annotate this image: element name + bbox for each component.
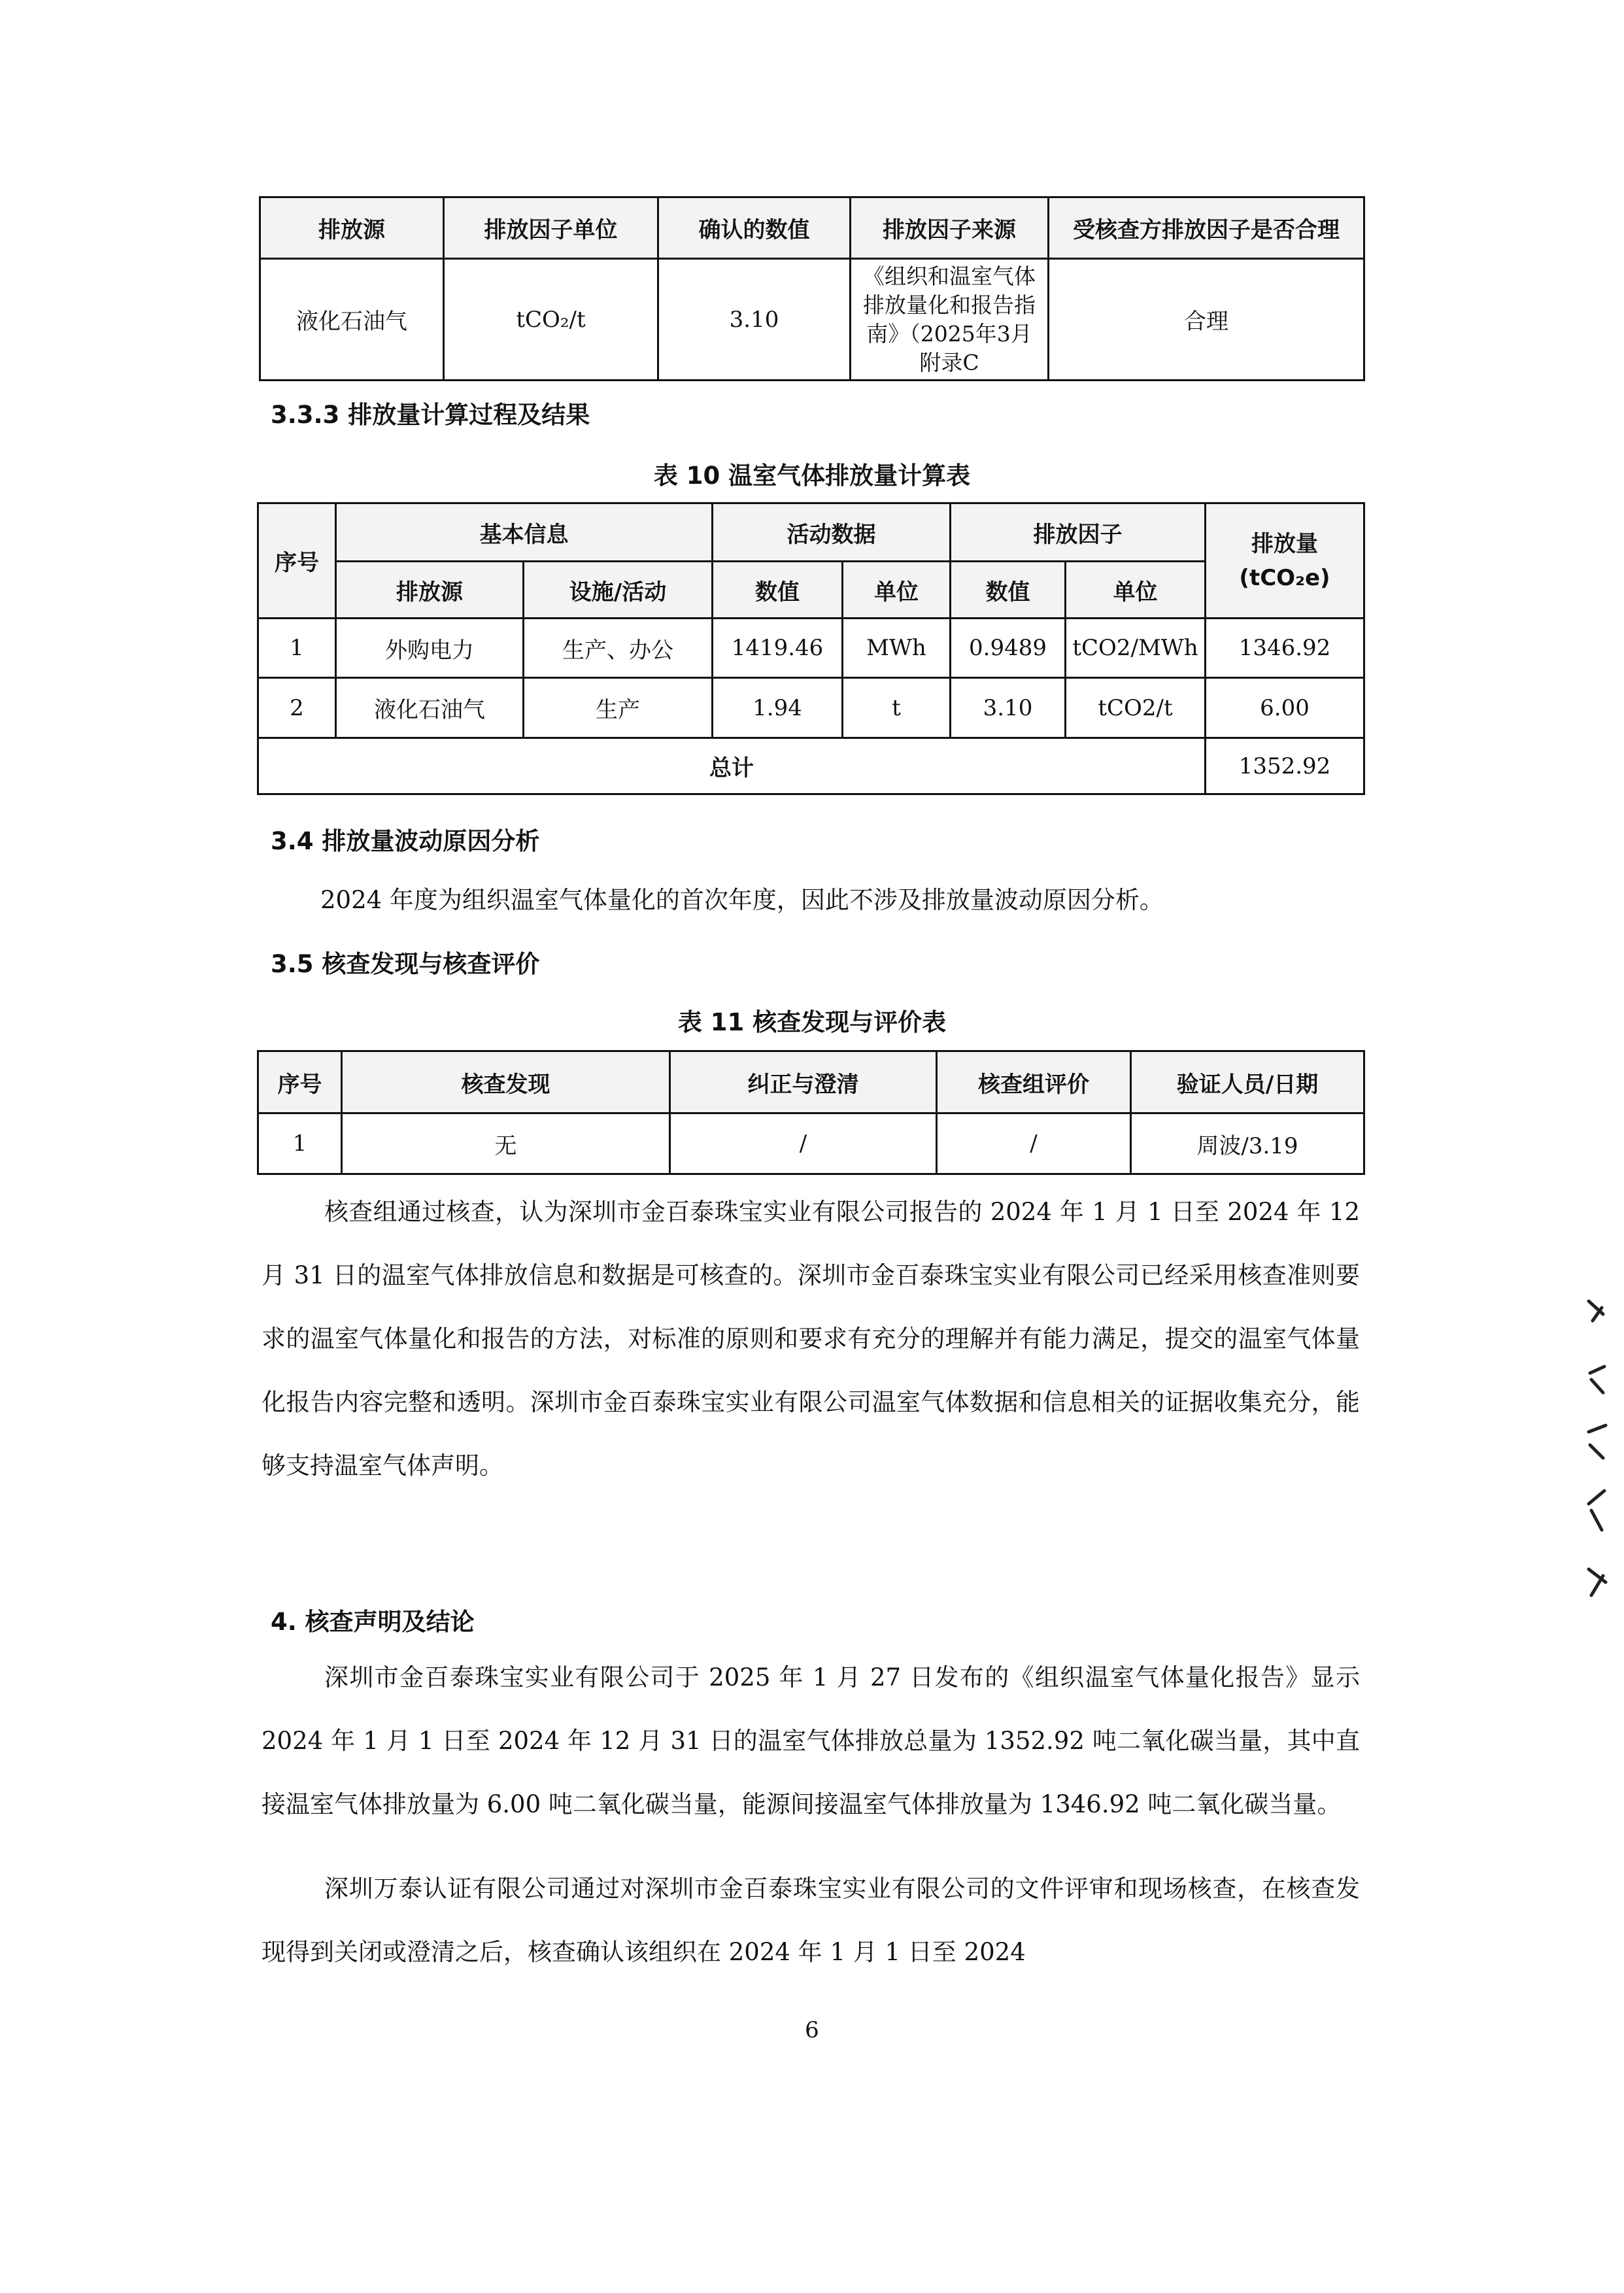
cell-unit: tCO₂/t <box>444 259 658 381</box>
emission-factor-table <box>259 196 1365 381</box>
row-finding: 无 <box>342 1113 670 1174</box>
section-heading-3-4: 3.4 排放量波动原因分析 <box>271 827 540 855</box>
page-number: 6 <box>805 2017 819 2043</box>
row-emission: 1346.92 <box>1206 619 1364 678</box>
header-emission-unit: (tCO₂e) <box>1239 564 1330 591</box>
cell-value: 3.10 <box>658 259 851 381</box>
table11-caption: 表 11 核查发现与评价表 <box>677 1008 947 1036</box>
table-row <box>258 1113 1364 1174</box>
row-activity-value: 1419.46 <box>713 619 843 678</box>
header-seq: 序号 <box>258 503 336 619</box>
total-label: 总计 <box>258 738 1206 794</box>
header-source: 排放源 <box>336 562 524 619</box>
row-source: 外购电力 <box>336 619 524 678</box>
cell-source: 液化石油气 <box>260 259 444 381</box>
paragraph-3-5: 核查组通过核查，认为深圳市金百泰珠宝实业有限公司报告的 2024 年 1 月 1 日至 2024 年 12 月 31 日的温室气体排放信息和数据是可核查的。深圳市金百泰珠宝实业有限公司已经采用核查准则要求的温室气体量化和报告的方法，对标准的原则和要求有充分的理解并有能力满足，提交的温室气体量化报告内容完整和透明。深圳市金百泰珠宝实业有限公司温室气体数据和信息相关的证据收集充分，能够支持温室气体声明。 <box>262 1198 1360 1480</box>
section-heading-3-5: 3.5 核查发现与核查评价 <box>271 950 540 978</box>
header-seq: 序号 <box>258 1051 342 1113</box>
row-factor-value: 0.9489 <box>951 619 1066 678</box>
header-factor-value: 数值 <box>951 562 1066 619</box>
row-factor-value: 3.10 <box>951 678 1066 738</box>
row-emission: 6.00 <box>1206 678 1364 738</box>
verification-findings-table <box>257 1050 1365 1175</box>
stamp-fragment-icon <box>1583 1295 1610 1622</box>
header-activity-unit: 单位 <box>843 562 951 619</box>
ghg-emission-calculation-table <box>257 502 1365 795</box>
section-heading-4: 4. 核查声明及结论 <box>271 1608 475 1636</box>
header-activity-data: 活动数据 <box>713 503 951 562</box>
row-correction: / <box>670 1113 937 1174</box>
header-emission-factor: 排放因子 <box>951 503 1206 562</box>
row-verifier: 周波/3.19 <box>1131 1113 1364 1174</box>
row-seq: 2 <box>258 678 336 738</box>
table-row <box>258 619 1364 678</box>
header-facility: 设施/活动 <box>524 562 713 619</box>
row-facility: 生产、办公 <box>524 619 713 678</box>
row-source: 液化石油气 <box>336 678 524 738</box>
total-value: 1352.92 <box>1206 738 1364 794</box>
header-basic-info: 基本信息 <box>336 503 713 562</box>
row-seq: 1 <box>258 619 336 678</box>
header-correction: 纠正与澄清 <box>670 1051 937 1113</box>
paragraph-4-a: 深圳市金百泰珠宝实业有限公司于 2025 年 1 月 27 日发布的《组织温室气体量化报告》显示 2024 年 1 月 1 日至 2024 年 12 月 31 日的温室气体排放总量为 1352.92 吨二氧化碳当量，其中直接温室气体排放量为 6.00 吨二氧化碳当量，能源间接温室气体排放量为 1346.92 吨二氧化碳当量。 <box>262 1663 1360 1818</box>
cell-reasonable: 合理 <box>1049 259 1364 381</box>
header-activity-value: 数值 <box>713 562 843 619</box>
row-activity-unit: MWh <box>843 619 951 678</box>
row-factor-unit: tCO2/t <box>1066 678 1206 738</box>
header-emission <box>1206 503 1364 619</box>
table10-caption: 表 10 温室气体排放量计算表 <box>653 462 971 490</box>
header-emission-source: 排放源 <box>260 197 444 259</box>
paragraph-3-4: 2024 年度为组织温室气体量化的首次年度，因此不涉及排放量波动原因分析。 <box>320 886 1164 914</box>
header-factor-source: 排放因子来源 <box>851 197 1049 259</box>
row-seq: 1 <box>258 1113 342 1174</box>
paragraph-4-b: 深圳万泰认证有限公司通过对深圳市金百泰珠宝实业有限公司的文件评审和现场核查，在核查发现得到关闭或澄清之后，核查确认该组织在 2024 年 1 月 1 日至 2024 <box>262 1875 1360 1966</box>
row-activity-value: 1.94 <box>713 678 843 738</box>
header-factor-unit: 排放因子单位 <box>444 197 658 259</box>
row-evaluation: / <box>937 1113 1131 1174</box>
header-finding: 核查发现 <box>342 1051 670 1113</box>
section-heading-3-3-3: 3.3.3 排放量计算过程及结果 <box>271 401 590 429</box>
header-factor-reasonable: 受核查方排放因子是否合理 <box>1049 197 1364 259</box>
row-activity-unit: t <box>843 678 951 738</box>
row-factor-unit: tCO2/MWh <box>1066 619 1206 678</box>
header-emission-label: 排放量 <box>1251 530 1318 557</box>
header-verifier-date: 验证人员/日期 <box>1131 1051 1364 1113</box>
header-confirmed-value: 确认的数值 <box>658 197 851 259</box>
cell-origin: 《组织和温室气体排放量化和报告指南》（2025年3月附录C <box>851 259 1049 381</box>
table-row <box>258 678 1364 738</box>
header-evaluation: 核查组评价 <box>937 1051 1131 1113</box>
row-facility: 生产 <box>524 678 713 738</box>
header-factor-unit-col: 单位 <box>1066 562 1206 619</box>
